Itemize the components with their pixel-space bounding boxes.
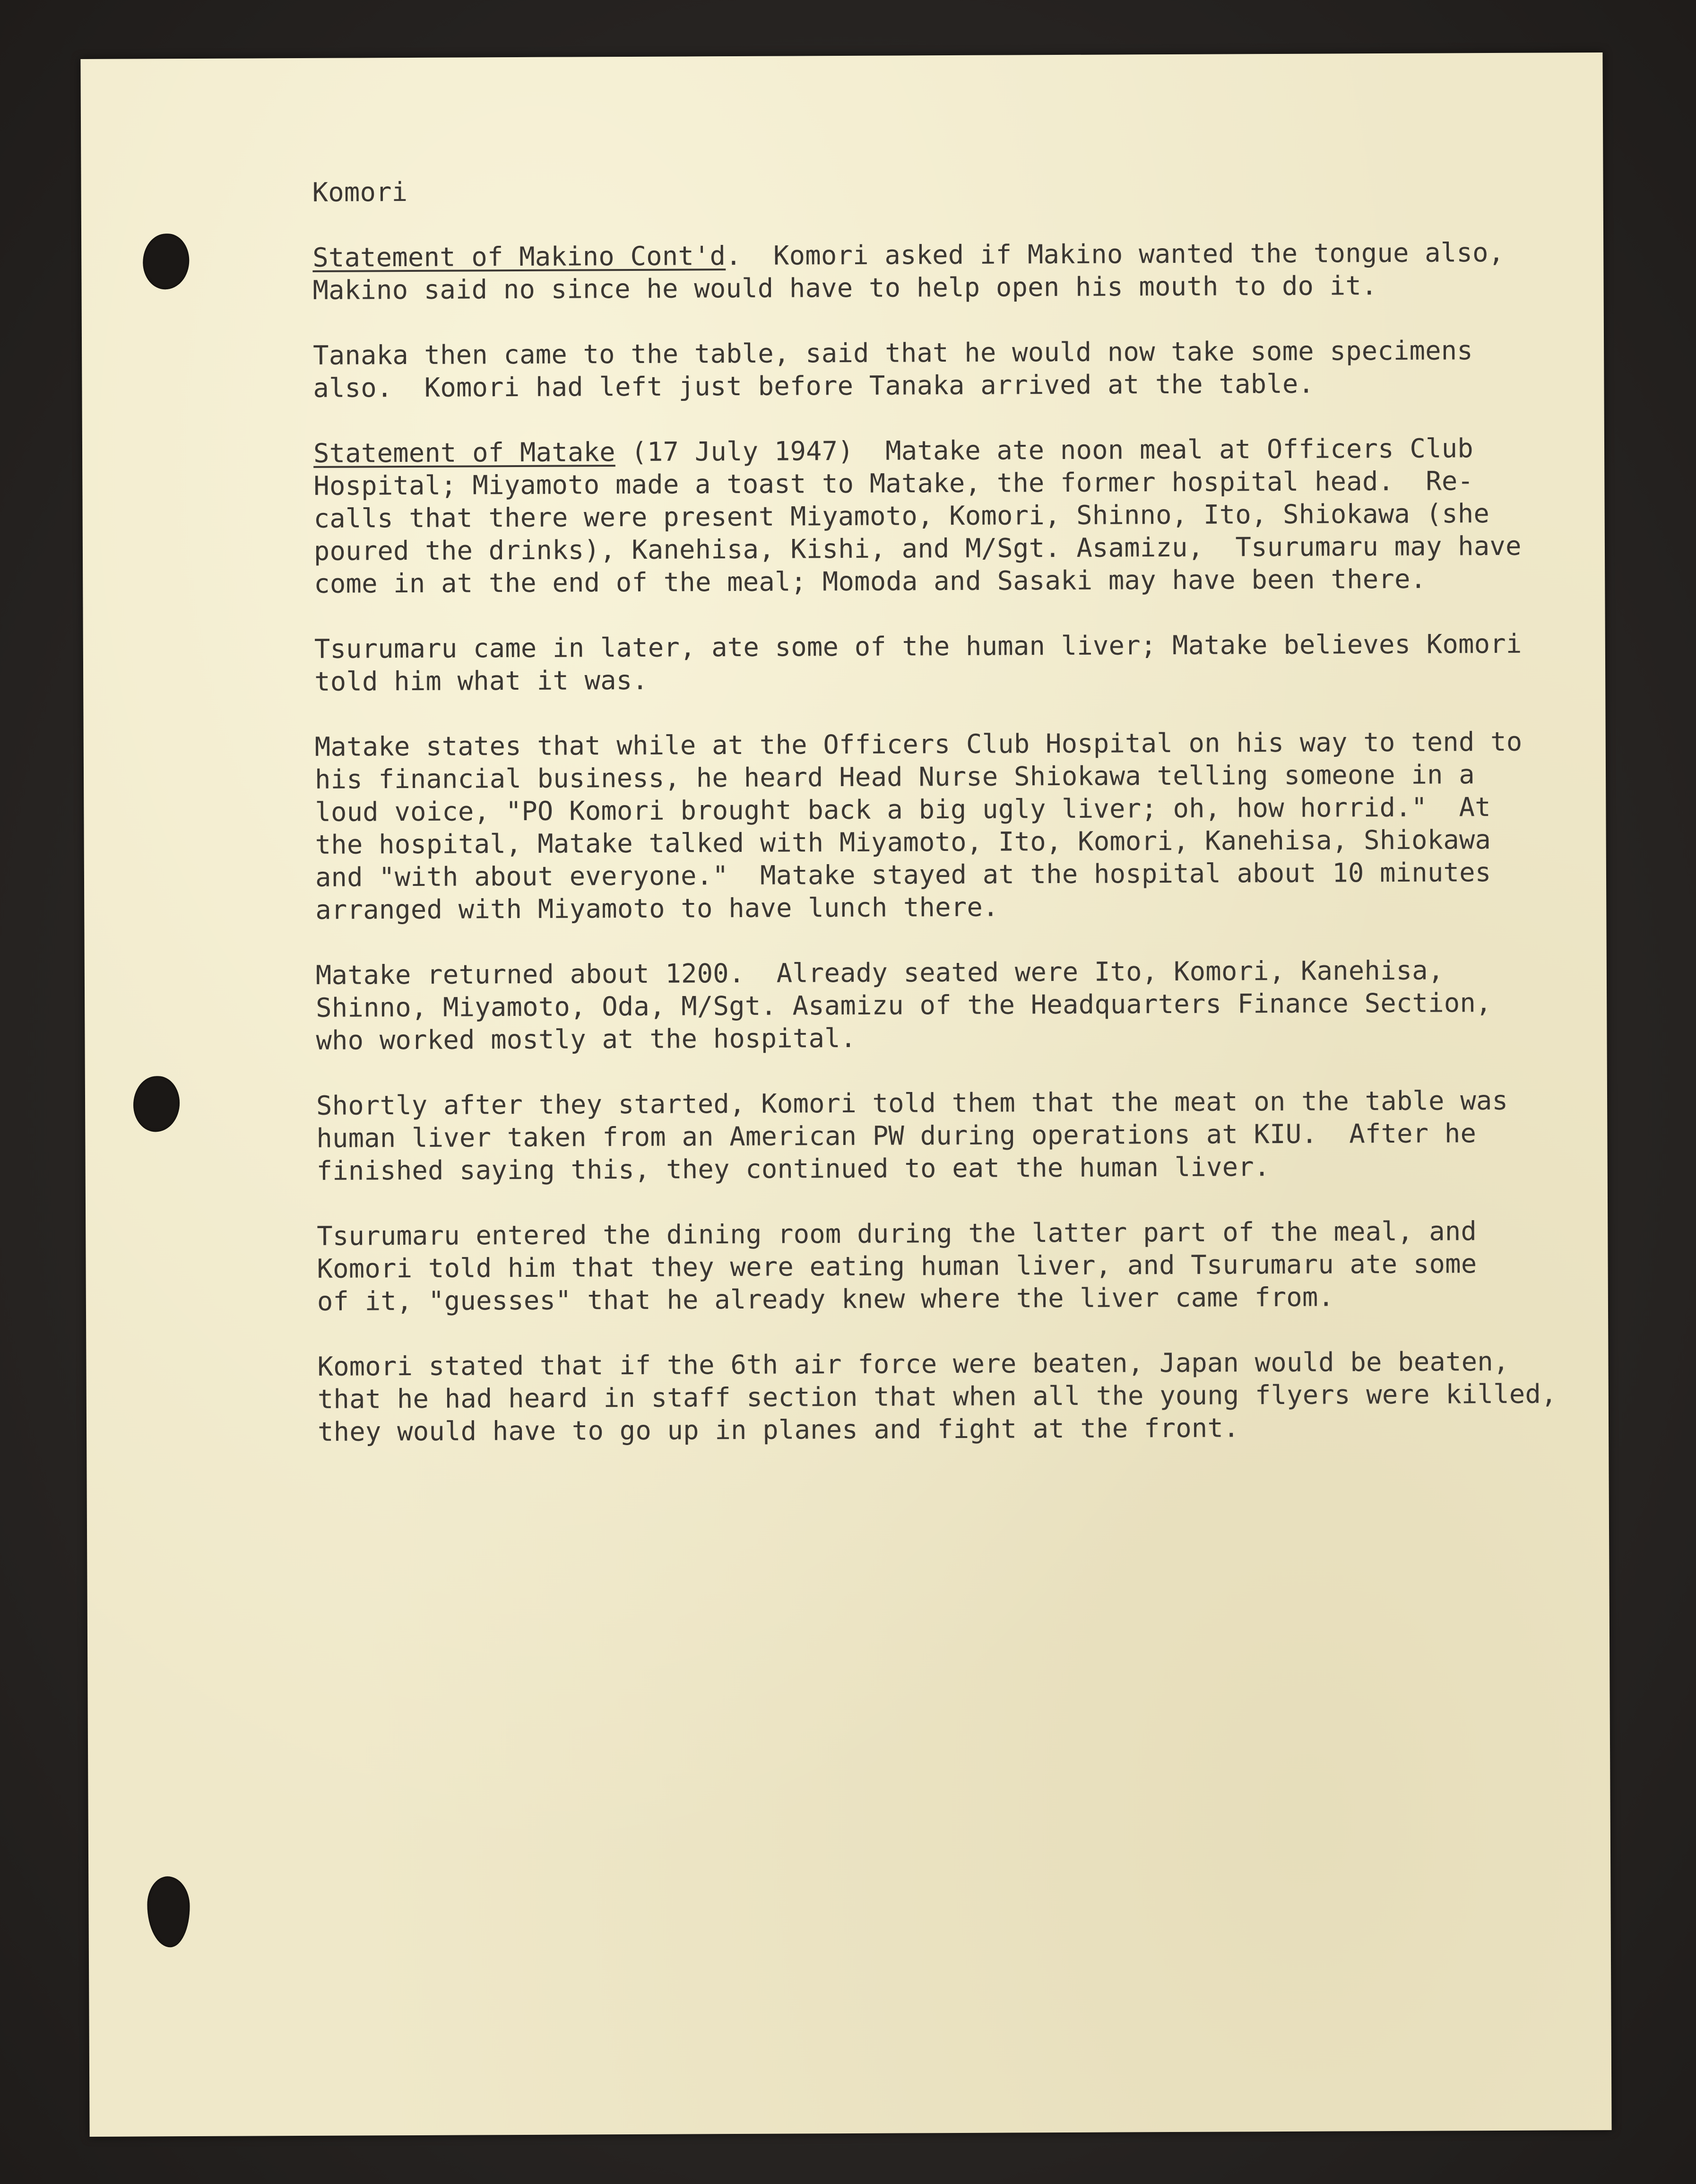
- document-page: [80, 52, 1611, 2137]
- paragraph: [317, 1345, 1584, 1448]
- paragraph-line: . Komori asked if Makino wanted the tongue also,: [726, 237, 1505, 272]
- paragraph-line: Matake states that while at the Officers Club Hospital on his way to tend to: [314, 726, 1523, 763]
- paragraph-line: Shinno, Miyamoto, Oda, M/Sgt. Asamizu of the Headquarters Finance Section,: [316, 988, 1492, 1023]
- section-heading: Statement of Makino Cont'd: [312, 241, 726, 273]
- paragraph-line: Komori told him that they were eating human liver, and Tsurumaru ate some: [317, 1248, 1477, 1284]
- paragraph-line: Tsurumaru came in later, ate some of the human liver; Matake believes Komori: [314, 628, 1522, 665]
- punch-hole: [133, 1076, 180, 1132]
- paragraph-line: calls that there were present Miyamoto, Komori, Shinno, Ito, Shiokawa (she: [313, 498, 1490, 534]
- paragraph-matake: [313, 432, 1581, 600]
- paragraph: [316, 953, 1583, 1057]
- paragraph-line: Komori stated that if the 6th air force were beaten, Japan would be beaten,: [317, 1346, 1509, 1382]
- paragraph-line: human liver taken from an American PW during operations at KIU. After he: [316, 1118, 1477, 1154]
- paragraph-line: Tanaka then came to the table, said that he would now take some specimens: [313, 335, 1473, 371]
- punch-hole: [143, 234, 190, 289]
- paragraph-line: Tsurumaru entered the dining room during the latter part of the meal, and: [317, 1216, 1477, 1252]
- paragraph-line: loud voice, "PO Komori brought back a big ugly liver; oh, how horrid." At: [315, 792, 1491, 828]
- paragraph: [315, 725, 1583, 927]
- paragraph-line: of it, "guesses" that he already knew where the liver came from.: [317, 1282, 1334, 1317]
- paragraph-line: who worked mostly at the hospital.: [316, 1023, 857, 1056]
- typed-text-body: [312, 171, 1585, 1481]
- paragraph: [314, 627, 1582, 698]
- paragraph-line: that he had heard in staff section that when all the young flyers were killed,: [317, 1378, 1557, 1415]
- section-heading: Statement of Matake: [313, 437, 615, 469]
- paragraph-line: Makino said no since he would have to help open his mouth to do it.: [312, 270, 1377, 306]
- paragraph-line: (17 July 1947) Matake ate noon meal at Officers Club: [615, 433, 1474, 468]
- paragraph-line: and "with about everyone." Matake stayed at the hospital about 10 minutes: [315, 857, 1491, 893]
- paragraph-line: they would have to go up in planes and fight at the front.: [317, 1413, 1239, 1447]
- paragraph: [317, 1214, 1584, 1318]
- paragraph-line: Matake returned about 1200. Already seated were Ito, Komori, Kanehisa,: [315, 955, 1444, 991]
- paragraph-line: told him what it was.: [314, 665, 649, 697]
- paragraph-line: arranged with Miyamoto to have lunch there.: [315, 892, 999, 926]
- paragraph: [313, 334, 1580, 405]
- paragraph-line: the hospital, Matake talked with Miyamoto, Ito, Komori, Kanehisa, Shiokawa: [315, 824, 1491, 860]
- paragraph-line: finished saying this, they continued to eat the human liver.: [316, 1152, 1270, 1187]
- page-header: Komori: [312, 177, 408, 208]
- paragraph-line: Hospital; Miyamoto made a toast to Matake, the former hospital head. Re-: [313, 466, 1474, 502]
- paragraph-makino: [312, 236, 1580, 307]
- paragraph: [316, 1084, 1584, 1187]
- paragraph-line: also. Komori had left just before Tanaka arrived at the table.: [313, 368, 1315, 404]
- paragraph-line: come in at the end of the meal; Momoda and Sasaki may have been there.: [314, 563, 1427, 599]
- paragraph-line: poured the drinks), Kanehisa, Kishi, and M/Sgt. Asamizu, Tsurumaru may have: [313, 530, 1522, 567]
- punch-hole: [147, 1876, 190, 1947]
- paragraph-line: Shortly after they started, Komori told them that the meat on the table was: [316, 1085, 1508, 1121]
- paragraph-line: his financial business, he heard Head Nurse Shiokawa telling someone in a: [314, 759, 1475, 795]
